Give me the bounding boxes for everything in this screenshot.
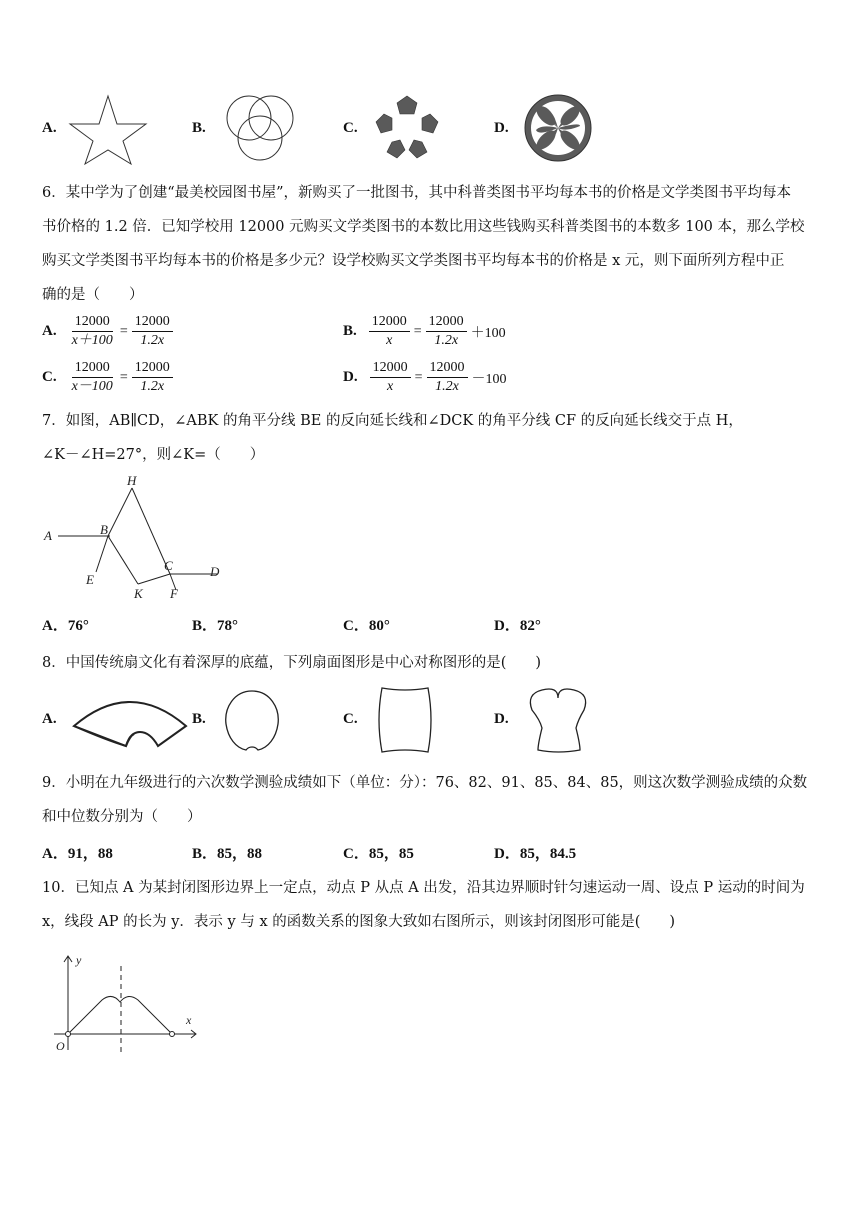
q9-option-c-value: 85，85 xyxy=(368,846,414,862)
q7-option-a-value: 76° xyxy=(67,618,89,634)
figure-label-c: C xyxy=(164,558,173,573)
q7-option-b-value: 78° xyxy=(217,618,239,634)
q7-option-c-label: C． xyxy=(343,618,369,634)
petal-fan-figure xyxy=(522,684,594,756)
q6-option-a: A. $\frac{12000}{x+100}$ = $\frac{12000}{1.2x}$ xyxy=(42,314,177,349)
q6-d-left-denominator: x xyxy=(386,379,394,394)
pentagons-figure xyxy=(372,92,442,160)
q6-a-right-denominator: 1.2x xyxy=(140,333,165,348)
q9-option-b-label: B． xyxy=(192,846,218,862)
q6-b-right-numerator: 12000 xyxy=(426,314,467,332)
q9-text-line2: 和中位数分别为（ ） xyxy=(42,809,202,825)
q9-option-c xyxy=(343,842,414,863)
q5-option-d-label: D. xyxy=(494,120,509,136)
q8-text-line1: 8．中国传统扇文化有着深厚的底蕴，下列扇面图形是中心对称图形的是( ) xyxy=(42,655,542,671)
q6-b-left-numerator: 12000 xyxy=(369,314,410,332)
q7-option-a xyxy=(42,614,89,635)
q6-option-a-label: A. xyxy=(42,323,57,339)
q6-text-line1: 6．某中学为了创建“最美校园图书屋”，新购买了一批图书，其中科普类图书平均每本书的价格是文学类图书平均每本 xyxy=(42,185,792,201)
function-graph-figure xyxy=(46,950,206,1058)
q9-option-c-label: C． xyxy=(343,846,369,862)
q6-d-right-numerator: 12000 xyxy=(427,360,468,378)
q9-option-b xyxy=(192,842,262,863)
q7-option-c-value: 80° xyxy=(368,618,390,634)
q6-b-left-denominator: x xyxy=(386,333,393,348)
q7-option-c xyxy=(343,614,390,635)
q7-option-a-label: A． xyxy=(42,618,68,634)
q7-option-d-value: 82° xyxy=(519,618,541,634)
q9-option-d-value: 85，84.5 xyxy=(519,846,577,862)
q7-option-d-label: D． xyxy=(494,618,520,634)
graph-origin-label: O xyxy=(56,1039,65,1053)
q6-c-left-numerator: 12000 xyxy=(72,360,113,378)
figure-label-e: E xyxy=(86,572,94,587)
q9-text-line1: 9．小明在九年级进行的六次数学测验成绩如下（单位：分）：76、82、91、85、84、85，则这次数学测验成绩的众数 xyxy=(42,775,808,791)
q7-text-line1: 7．如图，AB∥CD，∠ABK 的角平分线 BE 的反向延长线和∠DCK 的角平分线 CF 的反向延长线交于点 H， xyxy=(42,413,743,429)
q6-c-right-denominator: 1.2x xyxy=(140,379,165,394)
q9-option-d-label: D． xyxy=(494,846,520,862)
figure-label-b: B xyxy=(100,522,108,537)
q6-b-tail: ＋100 xyxy=(470,325,506,341)
q6-option-d-label: D. xyxy=(343,369,358,385)
q5-option-a-label: A. xyxy=(42,120,57,136)
q10-text-line2: x，线段 AP 的长为 y．表示 y 与 x 的函数关系的图象大致如右图所示，则该封闭图形可能是( ) xyxy=(42,914,676,930)
q9-option-d xyxy=(494,842,576,863)
q6-c-left-denominator: x－100 xyxy=(71,379,113,394)
q6-d-right-denominator: 1.2x xyxy=(435,379,459,394)
figure-label-a: A xyxy=(44,528,52,543)
graph-axis-label-y: y xyxy=(76,953,82,967)
q6-option-b-label: B. xyxy=(343,323,357,339)
q8-option-a-label: A. xyxy=(42,711,57,727)
figure-label-d: D xyxy=(210,564,220,579)
figure-label-h: H xyxy=(127,473,137,488)
figure-label-f: F xyxy=(170,586,178,601)
q6-a-left-denominator: x＋100 xyxy=(71,333,113,348)
q5-option-c-label: C. xyxy=(343,120,358,136)
star-figure xyxy=(68,90,148,166)
q7-option-d xyxy=(494,614,541,635)
round-fan-figure xyxy=(222,688,282,754)
q9-option-b-value: 85，88 xyxy=(217,846,263,862)
parallel-lines-figure xyxy=(40,472,240,604)
q6-option-b: B. $\frac{12000}{x}$ = $\frac{12000}{1.2x}$ ＋100 xyxy=(343,314,506,348)
figure-label-k: K xyxy=(134,586,143,601)
q6-text-line3: 购买文学类图书平均每本书的价格是多少元？设学校购买文学类图书平均每本书的价格是 x 元，则下面所列方程中正 xyxy=(42,253,785,269)
q9-option-a-value: 91，88 xyxy=(67,846,113,862)
q7-text-line2: ∠K－∠H=27°，则∠K=（ ） xyxy=(42,447,265,463)
q6-option-c-label: C. xyxy=(42,369,57,385)
q6-d-left-numerator: 12000 xyxy=(370,360,411,378)
q9-option-a-label: A． xyxy=(42,846,68,862)
q6-a-right-numerator: 12000 xyxy=(132,314,173,332)
q5-option-b-label: B. xyxy=(192,120,206,136)
q8-option-d-label: D. xyxy=(494,711,509,727)
q6-text-line4: 确的是（ ） xyxy=(42,287,144,303)
graph-axis-label-x: x xyxy=(186,1013,192,1027)
q6-option-c: C. $\frac{12000}{x-100}$ = $\frac{12000}{1.2x}$ xyxy=(42,360,177,395)
q6-c-right-numerator: 12000 xyxy=(132,360,173,378)
q7-option-b xyxy=(192,614,238,635)
q6-option-d: D. $\frac{12000}{x}$ = $\frac{12000}{1.2x}$ －100 xyxy=(343,360,507,394)
square-fan-figure xyxy=(372,684,438,756)
fan-sector-figure xyxy=(70,688,190,748)
q9-option-a xyxy=(42,842,113,863)
q6-b-right-denominator: 1.2x xyxy=(434,333,459,348)
q8-option-c-label: C. xyxy=(343,711,358,727)
q6-a-left-numerator: 12000 xyxy=(72,314,113,332)
q8-option-b-label: B. xyxy=(192,711,206,727)
q10-text-line1: 10．已知点 A 为某封闭图形边界上一定点，动点 P 从点 A 出发，沿其边界顺时针匀速运动一周、设点 P 运动的时间为 xyxy=(42,880,805,896)
three-circles-figure xyxy=(215,92,305,164)
q7-option-b-label: B． xyxy=(192,618,218,634)
q6-d-tail: －100 xyxy=(471,371,507,387)
circle-petals-figure xyxy=(522,92,594,164)
q6-text-line2: 书价格的 1.2 倍．已知学校用 12000 元购买文学类图书的本数比用这些钱购买科普类图书的本数多 100 本，那么学校 xyxy=(42,219,805,235)
